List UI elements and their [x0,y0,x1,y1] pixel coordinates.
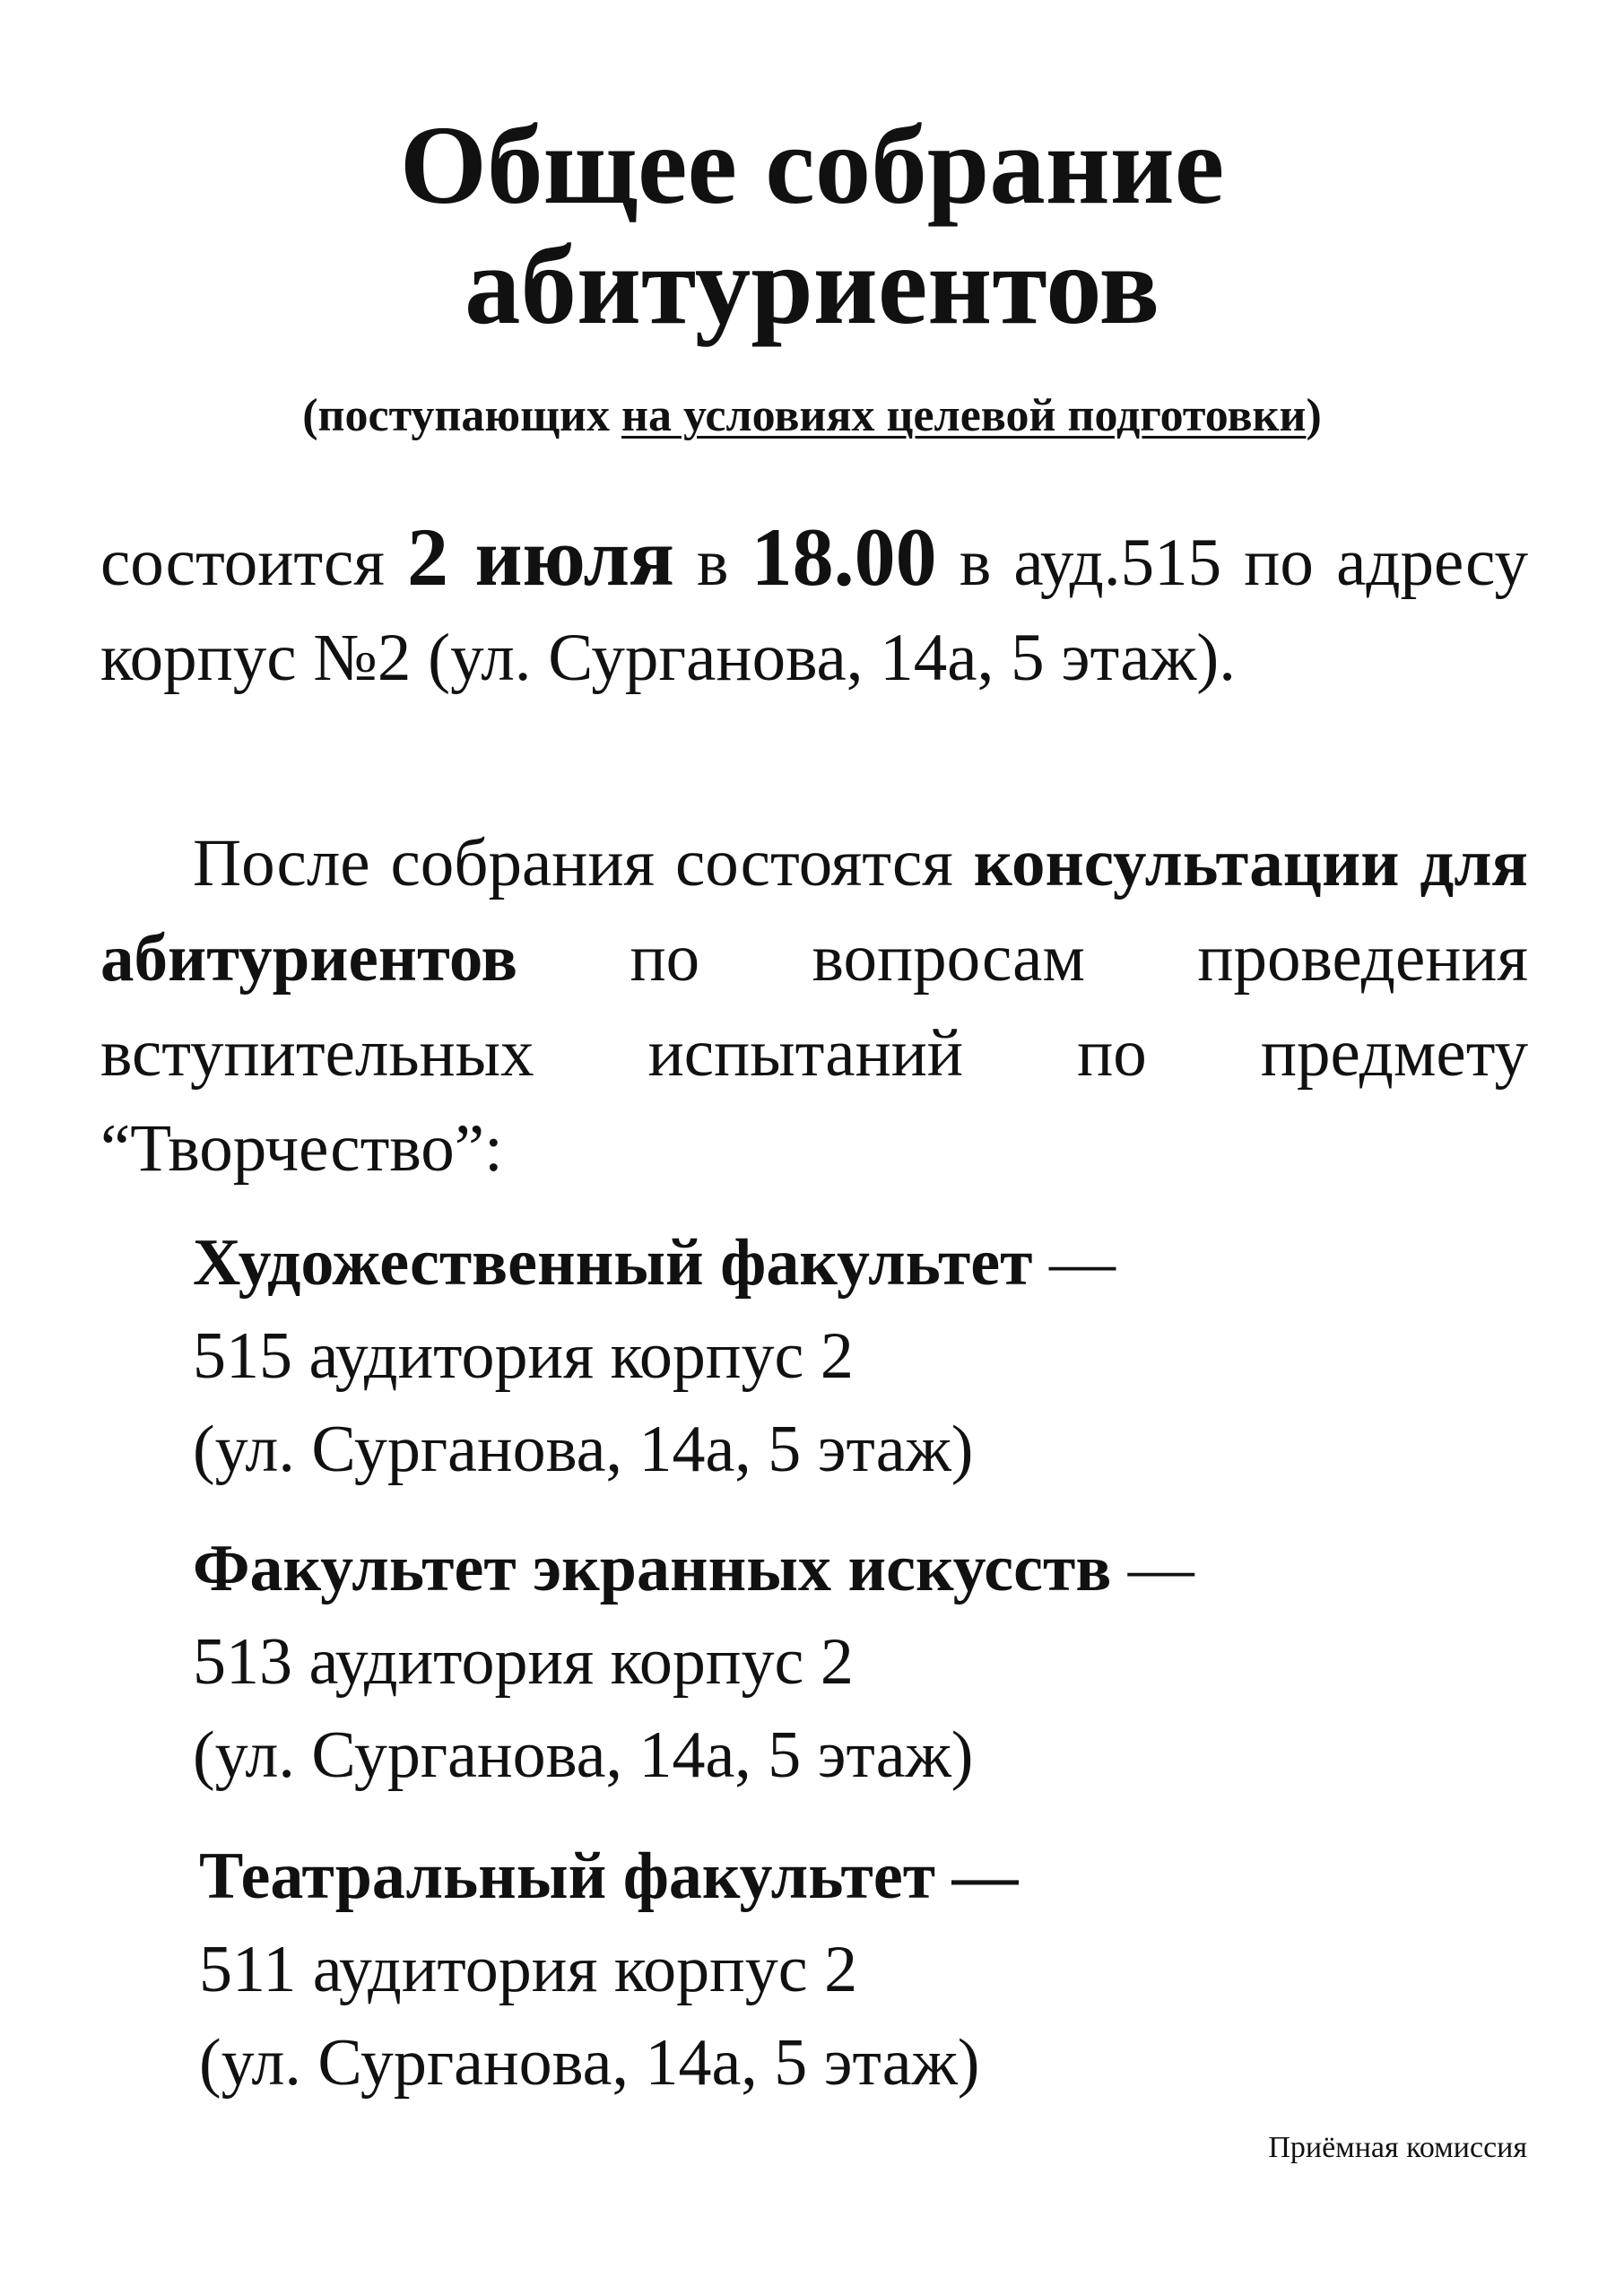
consult-text-2: по вопросам проведения вступительных испытаний по предмету “Творчество”: [100,921,1528,1186]
faculty-heading [199,1830,1499,1923]
consult-text-1: После собрания состоятся [193,826,974,900]
subtitle-open: (поступающих [302,390,621,441]
faculty-room: 515 аудитория корпус 2 [193,1319,854,1393]
title-line-1: Общее собрание [399,104,1225,228]
title-line-2: абитуриентов [465,224,1159,348]
faculty-address: (ул. Сурганова, 14а, 5 этаж) [199,2026,980,2100]
faculty-dash: — [1032,1226,1116,1300]
faculty-address: (ул. Сурганова, 14а, 5 этаж) [193,1718,974,1792]
subtitle-underlined: на условиях целевой подготовки [621,390,1307,441]
meeting-text-1: состоится [100,526,408,600]
subtitle-close: ) [1306,390,1322,441]
faculty-dash: — [1111,1532,1194,1605]
signature: Приёмная комиссия [1268,2131,1527,2164]
faculty-address: (ул. Сурганова, 14а, 5 этаж) [193,1413,974,1486]
page-title [0,106,1624,346]
faculty-name: Факультет экранных искусств [193,1532,1112,1605]
faculty-room: 513 аудитория корпус 2 [193,1625,854,1699]
subtitle [0,387,1624,445]
faculty-room: 511 аудитория корпус 2 [199,1933,858,2006]
meeting-paragraph [100,509,1528,706]
meeting-text-3: в ауд.515 по адресу корпус №2 (ул. Сурганова, 14а, 5 этаж). [100,526,1528,695]
consult-bold: консультации для абитуриентов [100,826,1528,996]
faculty-name: Театральный факультет — [199,1839,1019,1913]
faculty-heading [193,1216,1493,1309]
faculty-block [193,1522,1493,1802]
faculty-name: Художественный факультет [193,1226,1033,1300]
meeting-text-2: в [673,526,751,600]
faculty-heading [193,1522,1493,1615]
meeting-date: 2 июля [407,511,674,603]
faculty-block [199,1830,1499,2109]
faculty-block [193,1216,1493,1496]
consultation-paragraph [100,816,1528,1196]
meeting-time: 18.00 [751,511,937,603]
